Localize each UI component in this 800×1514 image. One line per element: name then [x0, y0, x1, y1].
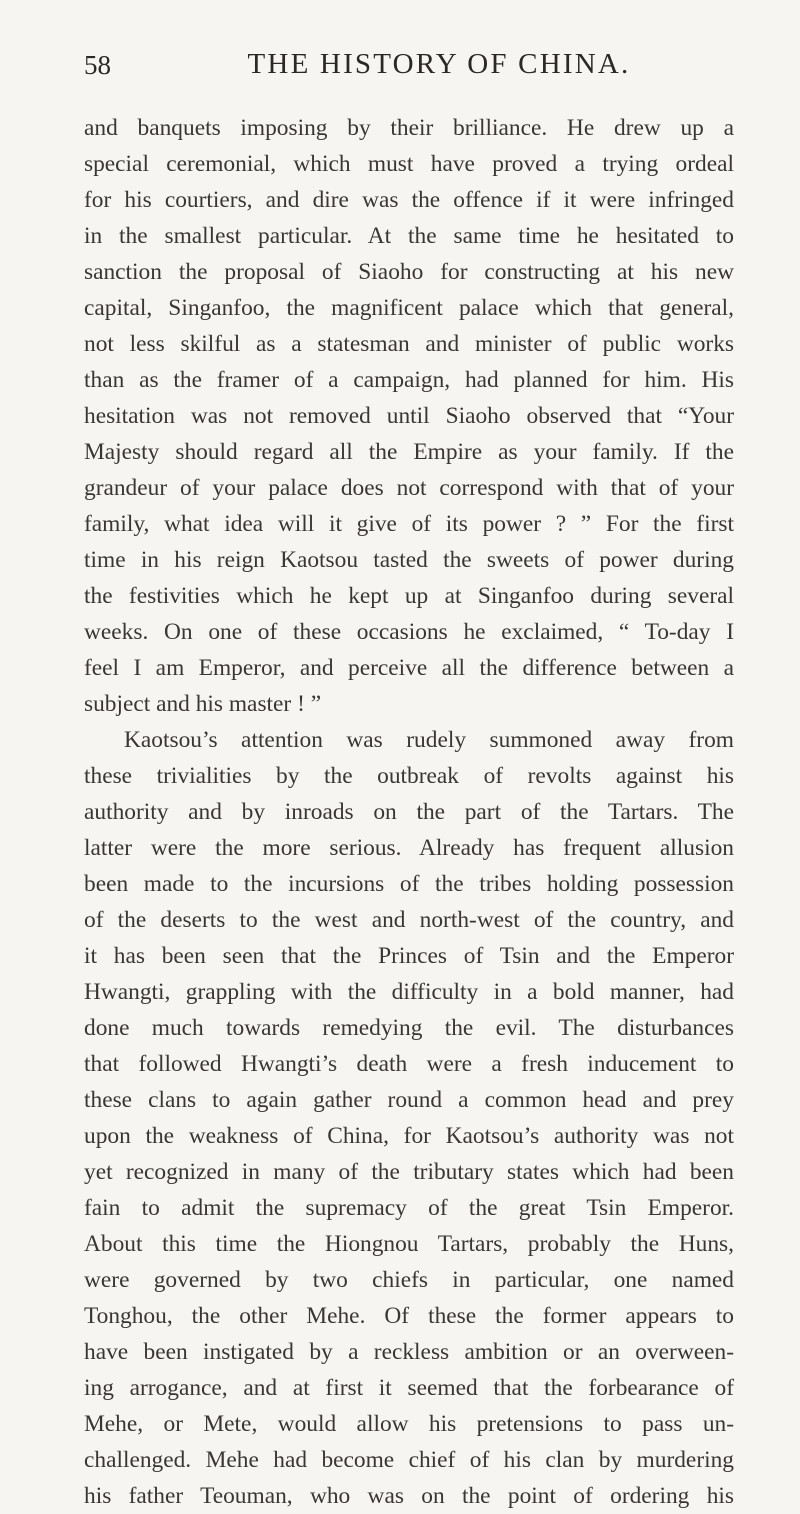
text-line: weeks. On one of these occasions he exclaimed, “ To-day I: [84, 619, 734, 645]
text-line: that followed Hwangti’s death were a fresh inducement to: [84, 1051, 734, 1077]
text-line: authority and by inroads on the part of the Tartars. The: [84, 799, 734, 825]
text-line: time in his reign Kaotsou tasted the sweets of power during: [84, 547, 734, 573]
paragraph-end-line: subject and his master ! ”: [84, 691, 322, 717]
text-line: Hwangti, grappling with the difficulty in a bold manner, had: [84, 979, 734, 1005]
text-line: been made to the incursions of the tribes holding possession: [84, 871, 734, 897]
text-line: Mehe, or Mete, would allow his pretensions to pass un-: [84, 1411, 734, 1437]
page-header: [84, 48, 760, 88]
text-line: capital, Singanfoo, the magnificent palace which that general,: [84, 295, 734, 321]
text-line: than as the framer of a campaign, had planned for him. His: [84, 367, 734, 393]
text-line: done much towards remedying the evil. The disturbances: [84, 1015, 734, 1041]
running-title: THE HISTORY OF CHINA.: [247, 48, 631, 80]
text-line: ing arrogance, and at first it seemed that the forbearance of: [84, 1375, 734, 1401]
text-line: the festivities which he kept up at Singanfoo during several: [84, 583, 734, 609]
text-line: not less skilful as a statesman and minister of public works: [84, 331, 734, 357]
text-line: upon the weakness of China, for Kaotsou’s authority was not: [84, 1123, 734, 1149]
text-line: have been instigated by a reckless ambition or an overween-: [84, 1339, 734, 1365]
text-line: were governed by two chiefs in particular, one named: [84, 1267, 734, 1293]
text-line: family, what idea will it give of its power ? ” For the first: [84, 511, 734, 537]
text-line: latter were the more serious. Already has frequent allusion: [84, 835, 734, 861]
page-number: 58: [84, 50, 111, 80]
text-line: sanction the proposal of Siaoho for constructing at his new: [84, 259, 734, 285]
text-line: yet recognized in many of the tributary states which had been: [84, 1159, 734, 1185]
text-line: and banquets imposing by their brilliance. He drew up a: [84, 115, 734, 141]
paragraph-start-line: Kaotsou’s attention was rudely summoned away from: [124, 727, 734, 753]
text-line: Tonghou, the other Mehe. Of these the former appears to: [84, 1303, 734, 1329]
text-line: in the smallest particular. At the same time he hesitated to: [84, 223, 734, 249]
text-line: challenged. Mehe had become chief of his clan by murdering: [84, 1447, 734, 1473]
text-line: Majesty should regard all the Empire as your family. If the: [84, 439, 734, 465]
text-line: About this time the Hiongnou Tartars, probably the Huns,: [84, 1231, 734, 1257]
text-line: for his courtiers, and dire was the offence if it were infringed: [84, 187, 734, 213]
text-line: these clans to again gather round a common head and prey: [84, 1087, 734, 1113]
text-line: feel I am Emperor, and perceive all the difference between a: [84, 655, 734, 681]
text-line: of the deserts to the west and north-west of the country, and: [84, 907, 734, 933]
text-line: special ceremonial, which must have proved a trying ordeal: [84, 151, 734, 177]
text-line: grandeur of your palace does not correspond with that of your: [84, 475, 734, 501]
body-text: [84, 110, 734, 1514]
text-line: these trivialities by the outbreak of revolts against his: [84, 763, 734, 789]
text-line: his father Teouman, who was on the point of ordering his: [84, 1483, 734, 1509]
text-line: it has been seen that the Princes of Tsin and the Emperor: [84, 943, 734, 969]
text-line: fain to admit the supremacy of the great Tsin Emperor.: [84, 1195, 734, 1221]
text-line: hesitation was not removed until Siaoho observed that “Your: [84, 403, 734, 429]
